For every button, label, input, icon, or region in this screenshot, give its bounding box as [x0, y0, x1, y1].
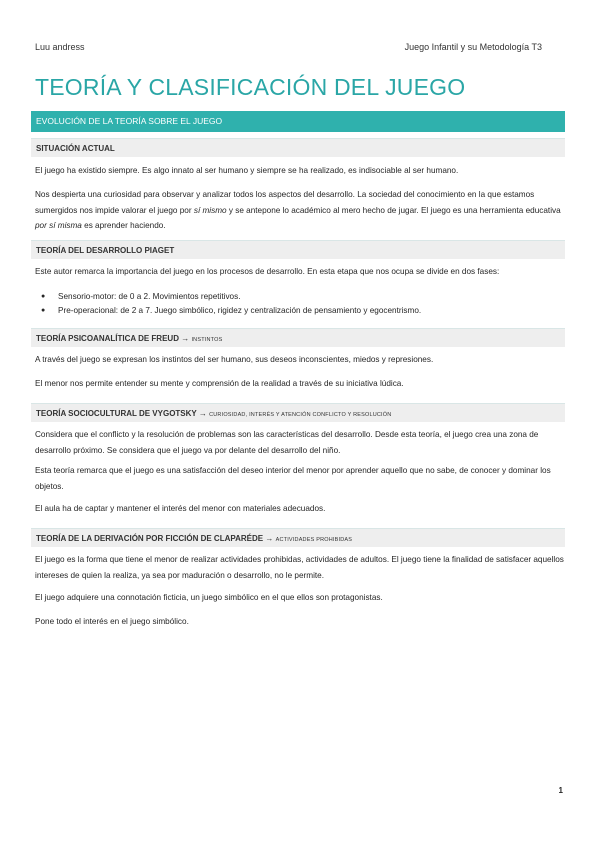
header-subject: Juego Infantil y su Metodología T3 — [404, 42, 542, 52]
heading-situacion-actual — [31, 138, 565, 157]
list-item-text: Sensorio-motor: de 0 a 2. Movimientos repetitivos. — [58, 292, 241, 301]
heading-text: SITUACIÓN ACTUAL — [36, 144, 115, 153]
heading-tag: INSTINTOS — [191, 337, 223, 343]
heading-tag: CURIOSIDAD, INTERÉS Y ATENCIÓN CONFLICTO Y RESOLUCIÓN — [209, 412, 392, 418]
header-author: Luu andress — [35, 42, 85, 52]
arrow-icon: → — [265, 534, 274, 543]
text-span: y se antepone lo académico al mero hecho de jugar. El juego es una herramienta educativa — [226, 205, 561, 215]
bullet-icon: ● — [41, 293, 46, 300]
text-span: Nos despierta una curiosidad para observar y analizar todos los aspectos del desarrollo. La sociedad del conocimiento en la que estamos sumergidos nos impide valorar el juego por — [35, 190, 535, 215]
paragraph-claparede-2: El juego adquiere una connotación ficticia, un juego simbólico en el que ellos son protagonistas. — [35, 593, 383, 602]
paragraph-freud-2: El menor nos permite entender su mente y comprensión de la realidad a través de su iniciativa lúdica. — [35, 379, 404, 388]
list-item — [41, 290, 558, 304]
heading-vygotsky — [31, 403, 565, 422]
heading-freud — [31, 328, 565, 347]
heading-text: TEORÍA DEL DESARROLLO PIAGET — [36, 246, 175, 255]
section-banner: EVOLUCIÓN DE LA TEORÍA SOBRE EL JUEGO — [31, 111, 565, 132]
italic-span: por sí misma — [35, 221, 82, 230]
page-title: TEORÍA Y CLASIFICACIÓN DEL JUEGO — [35, 74, 466, 100]
paragraph-vygotsky-2: Esta teoría remarca que el juego es una satisfacción del deseo interior del menor por aprender aquello que no sabe, de conocer y dominar los objetos. — [35, 466, 551, 491]
paragraph-claparede-3: Pone todo el interés en el juego simbólico. — [35, 617, 189, 626]
list-item — [41, 304, 558, 318]
paragraph-freud-1: A través del juego se expresan los instintos del ser humano, sus deseos inconscientes, miedos y represiones. — [35, 355, 434, 364]
text-span: es aprender haciendo. — [81, 221, 166, 230]
italic-span: sí mismo — [193, 205, 227, 215]
paragraph-claparede-1: El juego es la forma que tiene el menor de realizar actividades prohibidas, actividades de adultos. El juego tiene la finalidad de satisfacer aquellos intereses de quien la realiza, ya sea por maduración o desarrollo, no le permite. — [35, 555, 564, 580]
heading-piaget — [31, 240, 565, 259]
paragraph-vygotsky-3: El aula ha de captar y mantener el interés del menor con materiales adecuados. — [35, 504, 326, 513]
arrow-icon: → — [198, 409, 207, 418]
heading-tag: ACTIVIDADES PROHIBIDAS — [275, 537, 353, 543]
bullet-icon: ● — [41, 307, 46, 314]
list-item-text: Pre-operacional: de 2 a 7. Juego simbólico, rigidez y centralización de pensamiento y egocentrismo. — [58, 306, 422, 315]
arrow-icon: → — [181, 334, 190, 343]
paragraph-actual-2 — [35, 187, 565, 234]
heading-text: TEORÍA DE LA DERIVACIÓN POR FICCIÓN DE CLAPARÉDE — [36, 534, 264, 543]
page-number: 1 — [558, 786, 563, 795]
paragraph-piaget-1: Este autor remarca la importancia del juego en los procesos de desarrollo. En esta etapa que nos ocupa se divide en dos fases: — [35, 267, 500, 276]
heading-text: TEORÍA PSICOANALÍTICA DE FREUD — [36, 334, 179, 343]
paragraph-vygotsky-1: Considera que el conflicto y la resolución de problemas son las características del desarrollo. Desde esta teoría, el juego crea una zona de desarrollo próximo. Se considera que el juego va por delante del desarrollo del niño. — [35, 430, 539, 455]
heading-text: TEORÍA SOCIOCULTURAL DE VYGOTSKY — [36, 409, 197, 418]
heading-claparede — [31, 528, 565, 547]
paragraph-actual-1: El juego ha existido siempre. Es algo innato al ser humano y siempre se ha realizado, es indisociable al ser humano. — [35, 166, 459, 175]
